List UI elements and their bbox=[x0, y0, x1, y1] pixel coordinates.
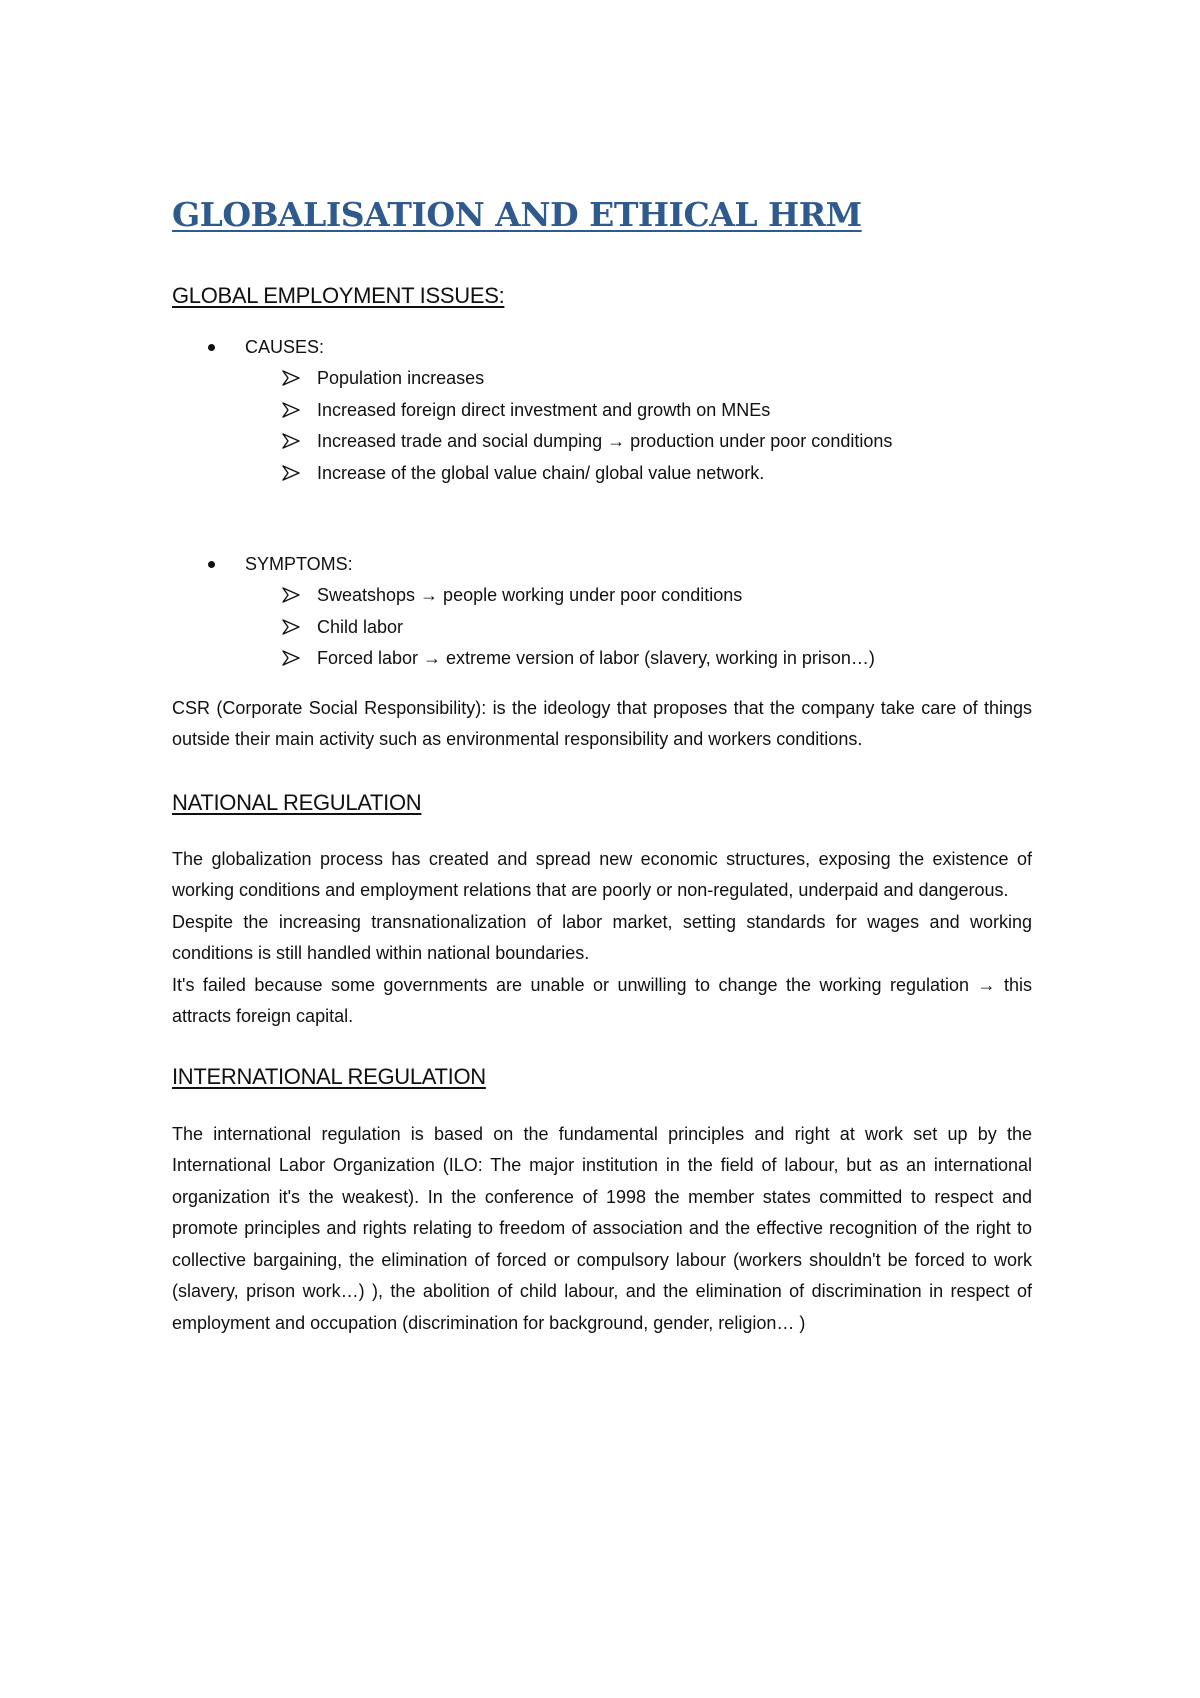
symptoms-block bbox=[172, 549, 1032, 675]
arrowhead-bullet-icon bbox=[282, 587, 300, 603]
list-item bbox=[172, 643, 1032, 675]
bullet-dot-icon bbox=[208, 344, 215, 351]
national-regulation-body bbox=[172, 844, 1032, 1033]
national-paragraph: It's failed because some governments are unable or unwilling to change the working regulation → this attracts foreign capital. bbox=[172, 974, 1032, 1026]
cause-item-text: Population increases bbox=[317, 368, 485, 388]
arrowhead-bullet-icon bbox=[282, 465, 300, 481]
list-item bbox=[172, 426, 1032, 458]
cause-item-text: Increased foreign direct investment and growth on MNEs bbox=[317, 399, 771, 420]
document-body bbox=[172, 195, 1032, 1339]
bullet-dot-icon bbox=[208, 561, 215, 568]
section-heading-national-regulation: NATIONAL REGULATION bbox=[172, 789, 422, 815]
international-paragraph: The international regulation is based on the fundamental principles and right at work set up by the International Labor Organization (ILO: The major institution in the field of labour, but as an international organization it's the weakest). In the conference of 1998 the member states committed to respect and promote principles and rights relating to freedom of association and the effective recognition of the right to collective bargaining, the elimination of forced or compulsory labour (workers shouldn't be forced to work (slavery, prison work…) ), the abolition of child labour, and the elimination of discrimination in respect of employment and occupation (discrimination for background, gender, religion… ) bbox=[172, 1123, 1032, 1333]
arrowhead-bullet-icon bbox=[282, 370, 300, 386]
section-heading-international-regulation: INTERNATIONAL REGULATION bbox=[172, 1063, 486, 1089]
causes-bullet bbox=[172, 332, 1032, 363]
list-item bbox=[172, 395, 1032, 427]
national-paragraph: Despite the increasing transnationalization of labor market, setting standards for wages and working conditions is still handled within national boundaries. bbox=[172, 911, 1032, 963]
arrowhead-bullet-icon bbox=[282, 433, 300, 449]
list-item bbox=[172, 458, 1032, 490]
symptom-item-text: Child labor bbox=[317, 616, 404, 637]
symptom-item-text: Sweatshops → people working under poor conditions bbox=[317, 585, 743, 605]
arrowhead-bullet-icon bbox=[282, 619, 300, 635]
list-item bbox=[172, 612, 1032, 644]
cause-item-text: Increased trade and social dumping → production under poor conditions bbox=[317, 431, 893, 451]
national-paragraph: The globalization process has created and spread new economic structures, exposing the existence of working conditions and employment relations that are poorly or non-regulated, underpaid and dangerous. bbox=[172, 848, 1032, 900]
symptom-item-text: Forced labor → extreme version of labor (slavery, working in prison…) bbox=[317, 648, 875, 668]
list-item bbox=[172, 580, 1032, 612]
causes-label: CAUSES: bbox=[245, 337, 325, 357]
arrowhead-bullet-icon bbox=[282, 402, 300, 418]
page-title: GLOBALISATION AND ETHICAL HRM bbox=[172, 195, 862, 234]
causes-list bbox=[172, 363, 1032, 489]
symptoms-label: SYMPTOMS: bbox=[245, 554, 353, 574]
cause-item-text: Increase of the global value chain/ global value network. bbox=[317, 462, 765, 483]
arrowhead-bullet-icon bbox=[282, 650, 300, 666]
symptoms-bullet bbox=[172, 549, 1032, 580]
causes-block bbox=[172, 332, 1032, 489]
symptoms-list bbox=[172, 580, 1032, 675]
section-heading-global-employment-issues: GLOBAL EMPLOYMENT ISSUES: bbox=[172, 283, 505, 308]
list-item bbox=[172, 363, 1032, 395]
csr-paragraph: CSR (Corporate Social Responsibility): is the ideology that proposes that the company take care of things outside their main activity such as environmental responsibility and workers conditions. bbox=[172, 697, 1032, 749]
